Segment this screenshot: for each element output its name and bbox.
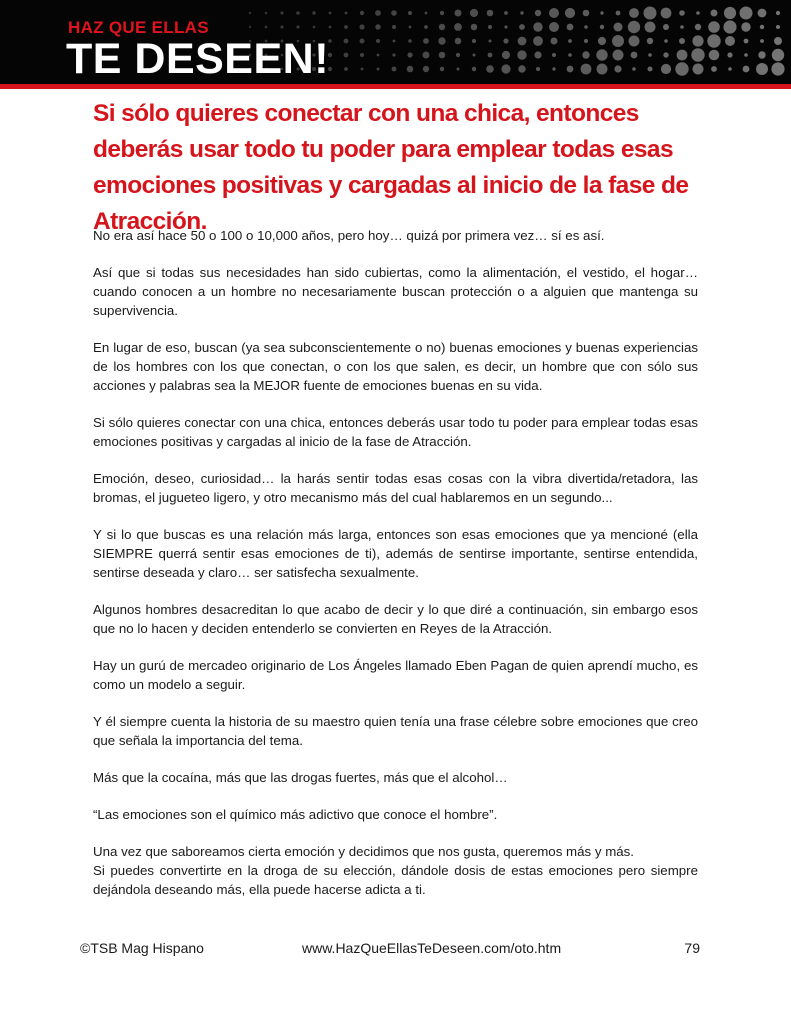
halftone-dot <box>501 64 510 73</box>
halftone-dot <box>377 54 380 57</box>
halftone-dot <box>724 7 736 19</box>
halftone-dot <box>520 11 523 14</box>
halftone-dot <box>360 11 364 15</box>
halftone-dot <box>407 66 414 73</box>
paragraph: Más que la cocaína, más que las drogas fuertes, más que el alcohol… <box>93 770 508 785</box>
halftone-dot <box>616 11 621 16</box>
halftone-dot <box>504 11 508 15</box>
halftone-dot <box>677 50 688 61</box>
halftone-dot <box>760 39 764 43</box>
halftone-dot <box>249 12 251 14</box>
halftone-dot <box>423 52 430 59</box>
halftone-dot <box>503 38 508 43</box>
halftone-dot <box>613 50 624 61</box>
quote-paragraph: “Las emociones son el químico más adictivo que conoce el hombre”. <box>93 807 498 822</box>
halftone-dot <box>707 34 720 47</box>
header-banner <box>0 0 791 84</box>
halftone-dot <box>695 24 701 30</box>
halftone-dot <box>424 25 428 29</box>
paragraph: Una vez que saboreamos cierta emoción y decidimos que nos gusta, queremos más y más. <box>93 844 635 859</box>
footer-copyright: ©TSB Mag Hispano <box>80 940 204 956</box>
paragraph: Si puedes convertirte en la droga de su elección, dándole dosis de estas emociones pero siempre dejándola deseando más, ella puede hacerse adicta a ti. <box>93 863 698 897</box>
halftone-dot <box>600 11 603 14</box>
brand-tagline: HAZ QUE ELLAS <box>68 18 209 37</box>
footer-url: www.HazQueEllasTeDeseen.com/oto.htm <box>302 940 562 956</box>
halftone-dot <box>758 9 767 18</box>
halftone-dot <box>691 48 704 61</box>
halftone-dot <box>727 52 732 57</box>
halftone-dot <box>408 11 412 15</box>
halftone-dot <box>360 53 364 57</box>
halftone-dot <box>344 25 348 29</box>
halftone-dot <box>391 10 397 16</box>
halftone-dot <box>488 53 493 58</box>
halftone-dot <box>392 53 395 56</box>
halftone-dot <box>644 7 657 20</box>
halftone-dot <box>440 67 444 71</box>
paragraph: Algunos hombres desacreditan lo que acabo de decir y lo que diré a continuación, sin embargo esos que no lo hacen y deciden entenderlo se convierten en Reyes de la Atracción. <box>93 602 698 636</box>
halftone-dot <box>661 8 672 19</box>
halftone-dot <box>344 53 349 58</box>
halftone-dot <box>568 39 572 43</box>
page-number: 79 <box>684 940 700 956</box>
halftone-dot <box>629 36 640 47</box>
halftone-dot <box>329 26 332 29</box>
halftone-dot <box>439 24 445 30</box>
halftone-dot <box>280 11 283 14</box>
halftone-dot <box>471 24 478 31</box>
halftone-dot <box>344 67 348 71</box>
halftone-dot <box>489 40 492 43</box>
halftone-dot <box>709 50 720 61</box>
halftone-dot <box>647 38 653 44</box>
paragraph: Y si lo que buscas es una relación más larga, entonces son esas emociones que ya mencioné (ella SIEMPRE querrá sentir esas emociones de ti), además de sentirse importante, sentirse entendida, sentirse deseada y claro… ser satisfecha sexualmente. <box>93 527 698 580</box>
halftone-dot <box>708 21 720 33</box>
halftone-dot <box>533 36 543 46</box>
halftone-dot <box>600 25 604 29</box>
paragraph: Hay un gurú de mercadeo originario de Los Ángeles llamado Eben Pagan de quien aprendí mucho, es como un modelo a seguir. <box>93 658 698 692</box>
halftone-dot <box>376 39 380 43</box>
halftone-dot <box>455 10 462 17</box>
halftone-dot <box>696 11 700 15</box>
halftone-dot <box>552 67 555 70</box>
halftone-dot <box>661 64 671 74</box>
halftone-dot <box>454 23 462 31</box>
halftone-dot <box>743 66 750 73</box>
halftone-dot <box>312 11 315 14</box>
halftone-dot <box>583 10 590 17</box>
halftone-dot <box>502 51 510 59</box>
halftone-dot <box>457 68 460 71</box>
halftone-dot <box>423 66 429 72</box>
halftone-dot <box>728 67 732 71</box>
halftone-dot <box>392 25 396 29</box>
halftone-dot <box>375 10 381 16</box>
halftone-dot <box>744 53 748 57</box>
halftone-dot <box>359 24 364 29</box>
halftone-dot <box>645 22 656 33</box>
halftone-dot <box>265 26 268 29</box>
halftone-dot <box>549 8 559 18</box>
halftone-dot <box>629 8 639 18</box>
paragraph: Emoción, deseo, curiosidad… la harás sentir todas esas cosas con la vibra divertida/retadora, las bromas, el jugueteo ligero, y otro mecanismo más del cual hablaremos en un segundo... <box>93 471 698 505</box>
halftone-dot <box>760 25 764 29</box>
halftone-dot <box>409 26 412 29</box>
halftone-dot <box>504 25 507 28</box>
halftone-dot <box>565 8 575 18</box>
halftone-dot <box>375 24 380 29</box>
halftone-dot <box>407 52 412 57</box>
halftone-dot <box>552 53 556 57</box>
halftone-dot <box>776 11 780 15</box>
halftone-dot <box>392 67 397 72</box>
halftone-dot <box>614 65 621 72</box>
halftone-dot <box>361 68 364 71</box>
halftone-dot <box>597 64 608 75</box>
page-footer <box>80 940 700 962</box>
halftone-dot <box>663 52 668 57</box>
halftone-dot <box>648 53 652 57</box>
halftone-dot <box>648 67 653 72</box>
halftone-dot <box>360 39 365 44</box>
halftone-dot <box>472 39 476 43</box>
halftone-dot <box>393 40 396 43</box>
halftone-dot <box>518 37 527 46</box>
halftone-dot <box>488 25 492 29</box>
halftone-dot <box>567 24 574 31</box>
halftone-dot <box>581 64 592 75</box>
halftone-dot <box>679 10 685 16</box>
brand-title: TE DESEEN! <box>66 35 330 83</box>
halftone-dot <box>692 35 703 46</box>
halftone-dot <box>423 38 429 44</box>
paragraph: Si sólo quieres conectar con una chica, entonces deberás usar todo tu poder para emplear todas esas emociones positivas y cargadas al inicio de la fase de Atracción. <box>93 415 698 449</box>
halftone-dot <box>455 38 462 45</box>
halftone-dot <box>534 51 541 58</box>
halftone-dot <box>313 26 316 29</box>
halftone-dot <box>568 53 572 57</box>
halftone-dot <box>725 36 735 46</box>
halftone-dot <box>456 53 460 57</box>
halftone-dot <box>425 12 428 15</box>
halftone-dot <box>344 39 349 44</box>
halftone-dot <box>632 67 636 71</box>
halftone-dot <box>439 52 446 59</box>
halftone-dot <box>486 65 494 73</box>
halftone-dot <box>535 10 541 16</box>
paragraph: Así que si todas sus necesidades han sido cubiertas, como la alimentación, el vestido, el hogar… cuando conocen a un hombre no necesariamente buscan protección o a alguien que mantenga su supervivencia. <box>93 265 698 318</box>
halftone-dot <box>567 66 574 73</box>
halftone-dot <box>329 12 332 15</box>
halftone-dot <box>693 64 704 75</box>
halftone-dot <box>711 66 717 72</box>
halftone-dot <box>711 10 718 17</box>
halftone-dot <box>584 25 588 29</box>
halftone-dot <box>756 63 768 75</box>
halftone-dot <box>280 25 283 28</box>
halftone-dot <box>675 62 688 75</box>
halftone-dot <box>249 26 251 28</box>
halftone-dot <box>408 39 411 42</box>
halftone-dot <box>774 37 782 45</box>
halftone-dot <box>440 11 444 15</box>
halftone-dot <box>470 9 478 17</box>
halftone-dot <box>473 54 476 57</box>
halftone-dot <box>596 49 607 60</box>
halftone-dot <box>536 67 540 71</box>
halftone-dot <box>663 24 669 30</box>
halftone-dot <box>771 62 784 75</box>
halftone-dot <box>758 51 765 58</box>
halftone-dot <box>584 39 588 43</box>
halftone-dot <box>518 65 525 72</box>
page-headline: Si sólo quieres conectar con una chica, entonces deberás usar todo tu poder para emplear todas esas emociones positivas y cargadas al inicio de la fase de Atracción. <box>93 100 689 235</box>
halftone-dot <box>628 21 640 33</box>
halftone-dot <box>345 12 348 15</box>
header-red-rule <box>0 84 791 89</box>
halftone-dot <box>741 22 750 31</box>
halftone-dot <box>598 37 606 45</box>
halftone-dot <box>740 7 753 20</box>
halftone-dot <box>612 35 624 47</box>
paragraph: No era así hace 50 o 100 o 10,000 años, pero hoy… quizá por primera vez… sí es así. <box>93 228 605 243</box>
halftone-dot <box>472 67 476 71</box>
halftone-dot <box>723 20 736 33</box>
halftone-dot <box>614 23 623 32</box>
halftone-dot <box>744 39 749 44</box>
halftone-dot <box>776 25 780 29</box>
halftone-dot <box>296 11 300 15</box>
halftone-dot <box>438 37 445 44</box>
halftone-dot <box>517 50 526 59</box>
halftone-dot <box>582 51 589 58</box>
halftone-dot <box>533 22 542 31</box>
halftone-dot <box>296 25 299 28</box>
halftone-dot <box>679 38 685 44</box>
halftone-dot <box>519 24 525 30</box>
halftone-dot <box>377 68 380 71</box>
halftone-dot <box>487 10 494 17</box>
body-text <box>93 226 698 917</box>
paragraph: Y él siempre cuenta la historia de su maestro quien tenía una frase célebre sobre emociones que creo que señala la importancia del tema. <box>93 714 698 748</box>
halftone-dot <box>549 22 559 32</box>
paragraph: En lugar de eso, buscan (ya sea subconscientemente o no) buenas emociones y buenas experiencias de los hombres con los que conectan, o con los que salen, es decir, un hombre que con sólo sus acciones y palabras sea la MEJOR fuente de emociones buenas en su vida. <box>93 340 698 393</box>
halftone-dot <box>265 12 268 15</box>
halftone-dot <box>664 39 668 43</box>
halftone-dot <box>631 52 638 59</box>
halftone-dot <box>551 38 558 45</box>
halftone-dot <box>772 49 784 61</box>
halftone-dot <box>680 25 684 29</box>
